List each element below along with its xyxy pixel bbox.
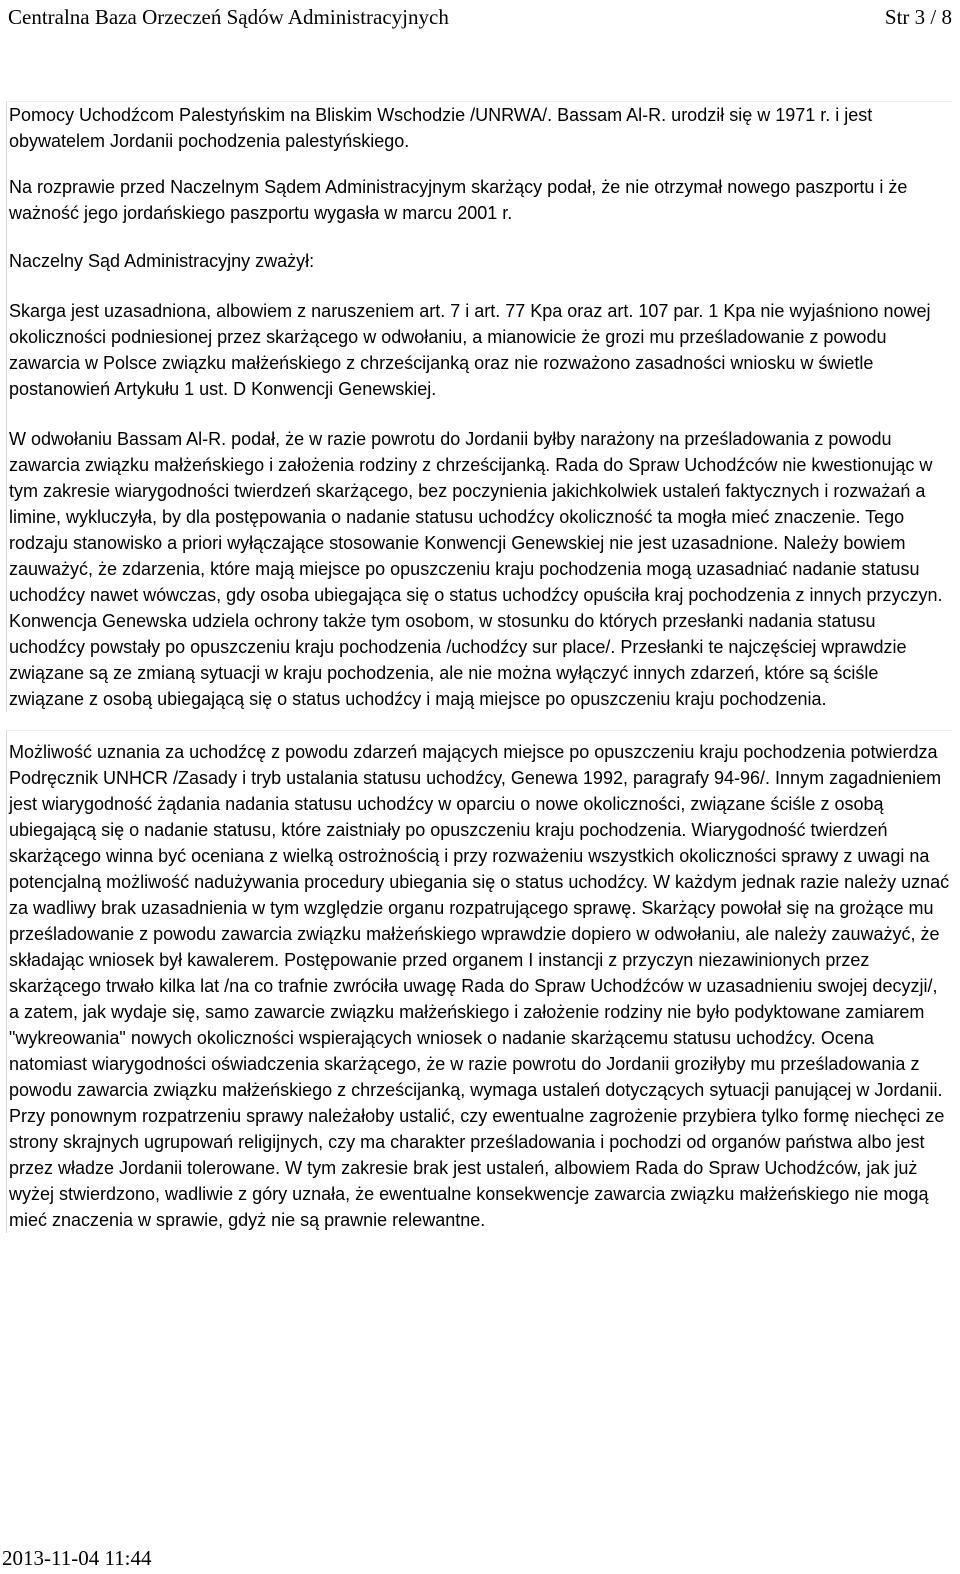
print-timestamp: 2013-11-04 11:44 bbox=[2, 1546, 152, 1570]
paragraph-unrwa: Pomocy Uchodźcom Palestyńskim na Bliskim Wschodzie /UNRWA/. Bassam Al-R. urodził się w 1971 r. i jest obywatelem Jordanii pochodzenia palestyńskiego. bbox=[9, 105, 873, 151]
paragraph-hearing: Na rozprawie przed Naczelnym Sądem Administracyjnym skarżący podał, że nie otrzymał nowego paszportu i że ważność jego jordańskiego paszportu wygasła w marcu 2001 r. bbox=[9, 177, 908, 223]
document-source-title: Centralna Baza Orzeczeń Sądów Administracyjnych bbox=[8, 5, 449, 29]
page-number: Str 3 / 8 bbox=[884, 5, 952, 29]
paragraph-unhcr-handbook: Możliwość uznania za uchodźcę z powodu zdarzeń mających miejsce po opuszczeniu kraju pochodzenia potwierdza Podręcznik UNHCR /Zasady i tryb ustalania statusu uchodźcy, Genewa 1992, paragrafy 94-96/. Innym zagadnieniem jest wiarygodność żądania nadania statusu uchodźcy w oparciu o nowe okoliczności, związane ściśle z osobą ubiegającą się o nadanie statusu, które zaistniały po opuszczeniu kraju pochodzenia. Wiarygodność twierdzeń skarżącego winna być oceniana z wielką ostrożnością i przy rozważeniu wszystkich okoliczności sprawy z uwagi na potencjalną możliwość nadużywania procedury ubiegania się o status uchodźcy. W każdym jednak razie należy uznać za wadliwy brak uzasadnienia w tym względzie organu rozpatrującego sprawę. Skarżący powołał się na grożące mu prześladowanie z powodu zawarcia związku małżeńskiego wprawdzie dopiero w odwołaniu, ale należy zauważyć, że składając wniosek był kawalerem. Postępowanie przed organem I instancji z przyczyn niezawinionych przez skarżącego trwało kilka lat /na co trafnie zwróciła uwagę Rada do Spraw Uchodźców w uzasadnieniu swojej decyzji/, a zatem, jak wydaje się, samo zawarcie związku małżeńskiego i założenie rodziny nie było podyktowane zamiarem "wykreowania" nowych okoliczności wspierających wniosek o nadanie skarżącemu statusu uchodźcy. Ocena natomiast wiarygodności oświadczenia skarżącego, że w razie powrotu do Jordanii groziłyby mu prześladowania z powodu zawarcia związku małżeńskiego z chrześcijanką, wymaga ustaleń dotyczących sytuacji panującej w Jordanii. Przy ponownym rozpatrzeniu sprawy należałoby ustalić, czy ewentualne zagrożenie przybiera tylko formę niechęci ze strony skrajnych ugrupowań religijnych, czy ma charakter prześladowania i pochodzi od organów państwa albo jest przez władze Jordanii tolerowane. W tym zakresie brak jest ustaleń, albowiem Rada do Spraw Uchodźców, jak już wyżej stwierdzono, wadliwie z góry uznała, że ewentualne konsekwencje zawarcia związku małżeńskiego nie mogą mieć znaczenia w sprawie, gdyż nie są prawnie relewantne. bbox=[9, 742, 950, 1230]
text-block-top bbox=[6, 101, 952, 712]
paragraph-complaint-justified: Skarga jest uzasadniona, albowiem z naruszeniem art. 7 i art. 77 Kpa oraz art. 107 par. 1 Kpa nie wyjaśniono nowej okoliczności podniesionej przez skarżącego w odwołaniu, a mianowicie że grozi mu prześladowanie z powodu zawarcia w Polsce związku małżeńskiego z chrześcijanką oraz nie rozważono zasadności wniosku w świetle postanowień Artykułu 1 ust. D Konwencji Genewskiej. bbox=[9, 301, 931, 399]
paragraph-appeal: W odwołaniu Bassam Al-R. podał, że w razie powrotu do Jordanii byłby narażony na prześladowania z powodu zawarcia związku małżeńskiego i założenia rodziny z chrześcijanką. Rada do Spraw Uchodźców nie kwestionując w tym zakresie wiarygodności twierdzeń skarżącego, bez poczynienia jakichkolwiek ustaleń faktycznych i rozważań a limine, wykluczyła, by dla postępowania o nadanie statusu uchodźcy okoliczność ta mogła mieć znaczenie. Tego rodzaju stanowisko a priori wyłączające stosowanie Konwencji Genewskiej nie jest uzasadnione. Należy bowiem zauważyć, że zdarzenia, które mają miejsce po opuszczeniu kraju pochodzenia mogą uzasadniać nadanie statusu uchodźcy nawet wówczas, gdy osoba ubiegająca się o status uchodźcy opuściła kraj pochodzenia z innych przyczyn. Konwencja Genewska udziela ochrony także tym osobom, w stosunku do których przesłanki nadania statusu uchodźcy powstały po opuszczeniu kraju pochodzenia /uchodźcy sur place/. Przesłanki te najczęściej wprawdzie związane są ze zmianą sytuacji w kraju pochodzenia, ale nie można wyłączyć innych zdarzeń, które są ściśle związane z osobą ubiegającą się o status uchodźcy i mają miejsce po opuszczeniu kraju pochodzenia. bbox=[9, 429, 943, 709]
paragraph-court-considered: Naczelny Sąd Administracyjny zważył: bbox=[9, 251, 315, 271]
document-body bbox=[6, 101, 952, 1233]
text-block-bottom bbox=[6, 730, 952, 1233]
page-header bbox=[0, 0, 960, 34]
